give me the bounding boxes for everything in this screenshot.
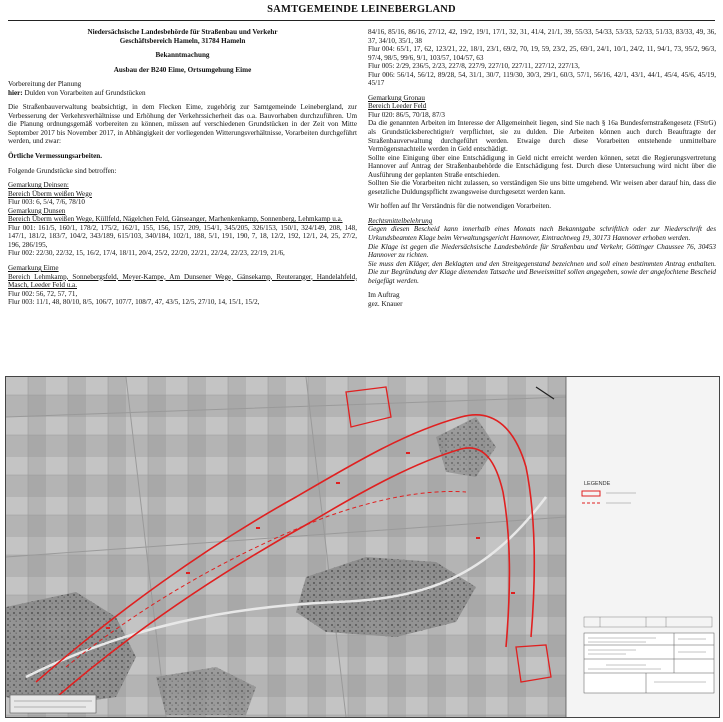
gemarkung-deinsen: Gemarkung Deinsen: (8, 181, 69, 190)
signature-line-2: gez. Knauer (368, 299, 403, 308)
eime-flur-004: Flur 004: 65/1, 17, 62, 123/21, 22, 18/1, 23/1, 69/2, 70, 19, 59, 23/2, 25, 69/1, 24/1, 10/1, 24/2, 11, 94/1, 73, 95/2, 96/3, 97/4, 98/5, 99/6, 9/1, 103/57, 104/57, 63 (368, 45, 716, 62)
affected-line: Folgende Grundstücke sind betroffen: (8, 166, 117, 175)
eime-flur-003-cont: 84/16, 85/16, 86/16, 27/12, 42, 19/2, 19/1, 17/1, 32, 31, 41/4, 21/1, 39, 55/33, 54/33, 53/33, 52/33, 51/33, 83/33, 49, 36, 37, 34/10, 35/1, 38 (368, 28, 716, 45)
legal-remedy-2: Die Klage ist gegen die Niedersächsische Landesbehörde für Straßenbau und Verkehr, Göttinger Chaussee 76, 30453 Hannover zu richten. (368, 242, 716, 260)
map-caption-box (10, 695, 96, 713)
right-column (368, 28, 716, 308)
notice-subject: Ausbau der B240 Eime, Ortsumgehung Eime (113, 65, 252, 74)
eime-flur-003: Flur 003: 11/1, 48, 80/10, 8/5, 106/7, 107/7, 108/7, 47, 43/5, 12/5, 27/10, 14, 15/1, 15/2, (8, 298, 260, 307)
gronau-flur: Flur 020: 86/5, 70/18, 87/3 (368, 110, 445, 119)
route-map (5, 376, 720, 718)
prep-detail (8, 89, 357, 98)
legend-title: LEGENDE (584, 481, 611, 487)
gronau-area: Bereich Leeder Feld (368, 102, 427, 111)
legal-remedy-1: Gegen diesen Bescheid kann innerhalb eines Monats nach Bekanntgabe schriftlich oder zur Niederschrift des Urkundsbeamten Klage beim Verwaltungsgericht Hannover, Eintrachtweg 19, 30173 Hannover erhoben werden. (368, 225, 716, 243)
notice-heading: Bekanntmachung (155, 51, 210, 60)
eime-area: Bereich Lehmkamp, Sonnebergsfeld, Meyer-Kampe, Am Dunsener Wege, Gänsekamp, Reuteranger, Handelahfeld, Masch, Leeder Feld u.a. (8, 272, 357, 290)
signature-line-1: Im Auftrag (368, 291, 400, 300)
aerial-map-svg (6, 377, 719, 717)
dunsen-flur-002: Flur 002: 22/30, 22/32, 15, 16/2, 17/4, 18/11, 20/4, 25/2, 22/20, 22/21, 22/24, 22/23, 22/19, 21/6, (8, 249, 285, 258)
thanks-paragraph: Wir hoffen auf Ihr Verständnis für die notwendigen Vorarbeiten. (368, 202, 552, 211)
prep-hier: hier: (8, 88, 23, 97)
legal-remedy-heading: Rechtsmittelbelehrung (368, 216, 433, 225)
prep-rest: Dulden von Vorarbeiten auf Grundstücken (22, 88, 146, 97)
gemarkung-dunsen: Gemarkung Dunsen (8, 206, 66, 215)
authority-name: Niedersächsische Landesbehörde für Straßenbau und Verkehr (87, 28, 278, 36)
prep-line: Vorbereitung der Planung (8, 80, 82, 89)
legal-remedy-3: Sie muss den Kläger, den Beklagten und den Streitgegenstand bezeichnen und soll einen bestimmten Antrag enthalten. Die zur Begründung der Klage dienenden Tatsache und Beweismittel sollen angegeben, sowie der angefochtene Bescheid beigefügt werden. (368, 259, 716, 285)
eime-flur-005: Flur 005: 2/29, 236/5, 2/23, 227/8, 227/9, 227/10, 227/11, 227/12, 227/13, (368, 62, 580, 71)
left-column (8, 28, 357, 307)
dunsen-flur-001: Flur 001: 161/5, 160/1, 178/2, 175/2, 162/1, 155, 156, 157, 209, 154/1, 345/205, 326/153, 150/1, 324/149, 208, 148, 147/1, 181/2, 183/7, 104/2, 343/189, 615/103, 340/184, 102/1, 188, 5/1, 191, 190, 7, 18, 12/2, 192, 12/1, 24, 25, 27/2, 196, 286/195, (8, 223, 357, 249)
compensation-paragraph: Sollte eine Einigung über eine Entschädigung in Geld nicht erreicht werden können, setzt die Regierungsvertretung Hannover auf Antrag der Straßenbaubehörde die Entschädigung fest. Durch diese Untersuchung wird nicht über die Ausführung der geplanten Straße entschieden. (368, 153, 716, 179)
intro-paragraph: Die Straßenbauverwaltung beabsichtigt, in dem Flecken Eime, zugehörig zur Samtgemeinde Leinebergland, zur Verbesserung der Verkehrsverhältnisse und Erhöhung der Verkehrssicherheit das o.a. Bauvorhaben durchzuführen. Um die Planung ordnungsgemäß vorbereiten zu können, müssen auf verschiedenen Grundstücken in der Zeit von Mitte September 2017 bis November 2017, in Abhängigkeit der vorliegenden Witterungsverhältnisse, Vorarbeiten durchgeführt werden, und zwar: (8, 103, 357, 146)
deinsen-flur: Flur 003: 6, 5/4, 7/6, 78/10 (8, 198, 85, 207)
duty-paragraph: Da die genannten Arbeiten im Interesse der Allgemeinheit liegen, sind Sie nach § 16a Bundesfernstraßengesetz (FStrG) als Grundstücksberechtigte/r verpflichtet, sie zu dulden. Die Arbeiten können auch durch Beauftragte der Straßenbauverwaltung durchgeführt werden. Etwaige durch diese Vorarbeiten entstehende unmittelbare Vermögensnachteile werden in Geld entschädigt. (368, 119, 716, 154)
authority-branch: Geschäftsbereich Hameln, 31784 Hameln (119, 36, 246, 45)
section-header (8, 4, 715, 21)
refusal-paragraph: Sollten Sie die Vorarbeiten nicht zulassen, so verständigen Sie uns bitte umgehend. Wir weisen aber darauf hin, dass die gesetzliche Duldungspflicht zwangsweise durchgesetzt werden kann. (368, 179, 716, 196)
gemarkung-gronau: Gemarkung Gronau (368, 93, 425, 102)
works-heading: Örtliche Vermessungsarbeiten. (8, 152, 103, 161)
section-title: SAMTGEMEINDE LEINEBERGLAND (267, 4, 456, 15)
dunsen-area: Bereich Überm weißen Wege, Küllfeld, Nägelchen Feld, Gänseanger, Marhenkenkamp, Sonnenberg, Lehmkamp u.a. (8, 215, 343, 224)
deinsen-area: Bereich Überm weißen Wege (8, 189, 92, 198)
eime-flur-006: Flur 006: 56/14, 56/12, 89/28, 54, 31/1, 30/7, 119/30, 30/3, 29/1, 60/3, 57/1, 56/16, 42/1, 43/1, 44/1, 45/4, 45/6, 45/19, 45/17 (368, 70, 716, 88)
eime-flur-002: Flur 002: 56, 72, 57, 71, (8, 289, 78, 298)
gemarkung-eime: Gemarkung Eime (8, 264, 59, 273)
